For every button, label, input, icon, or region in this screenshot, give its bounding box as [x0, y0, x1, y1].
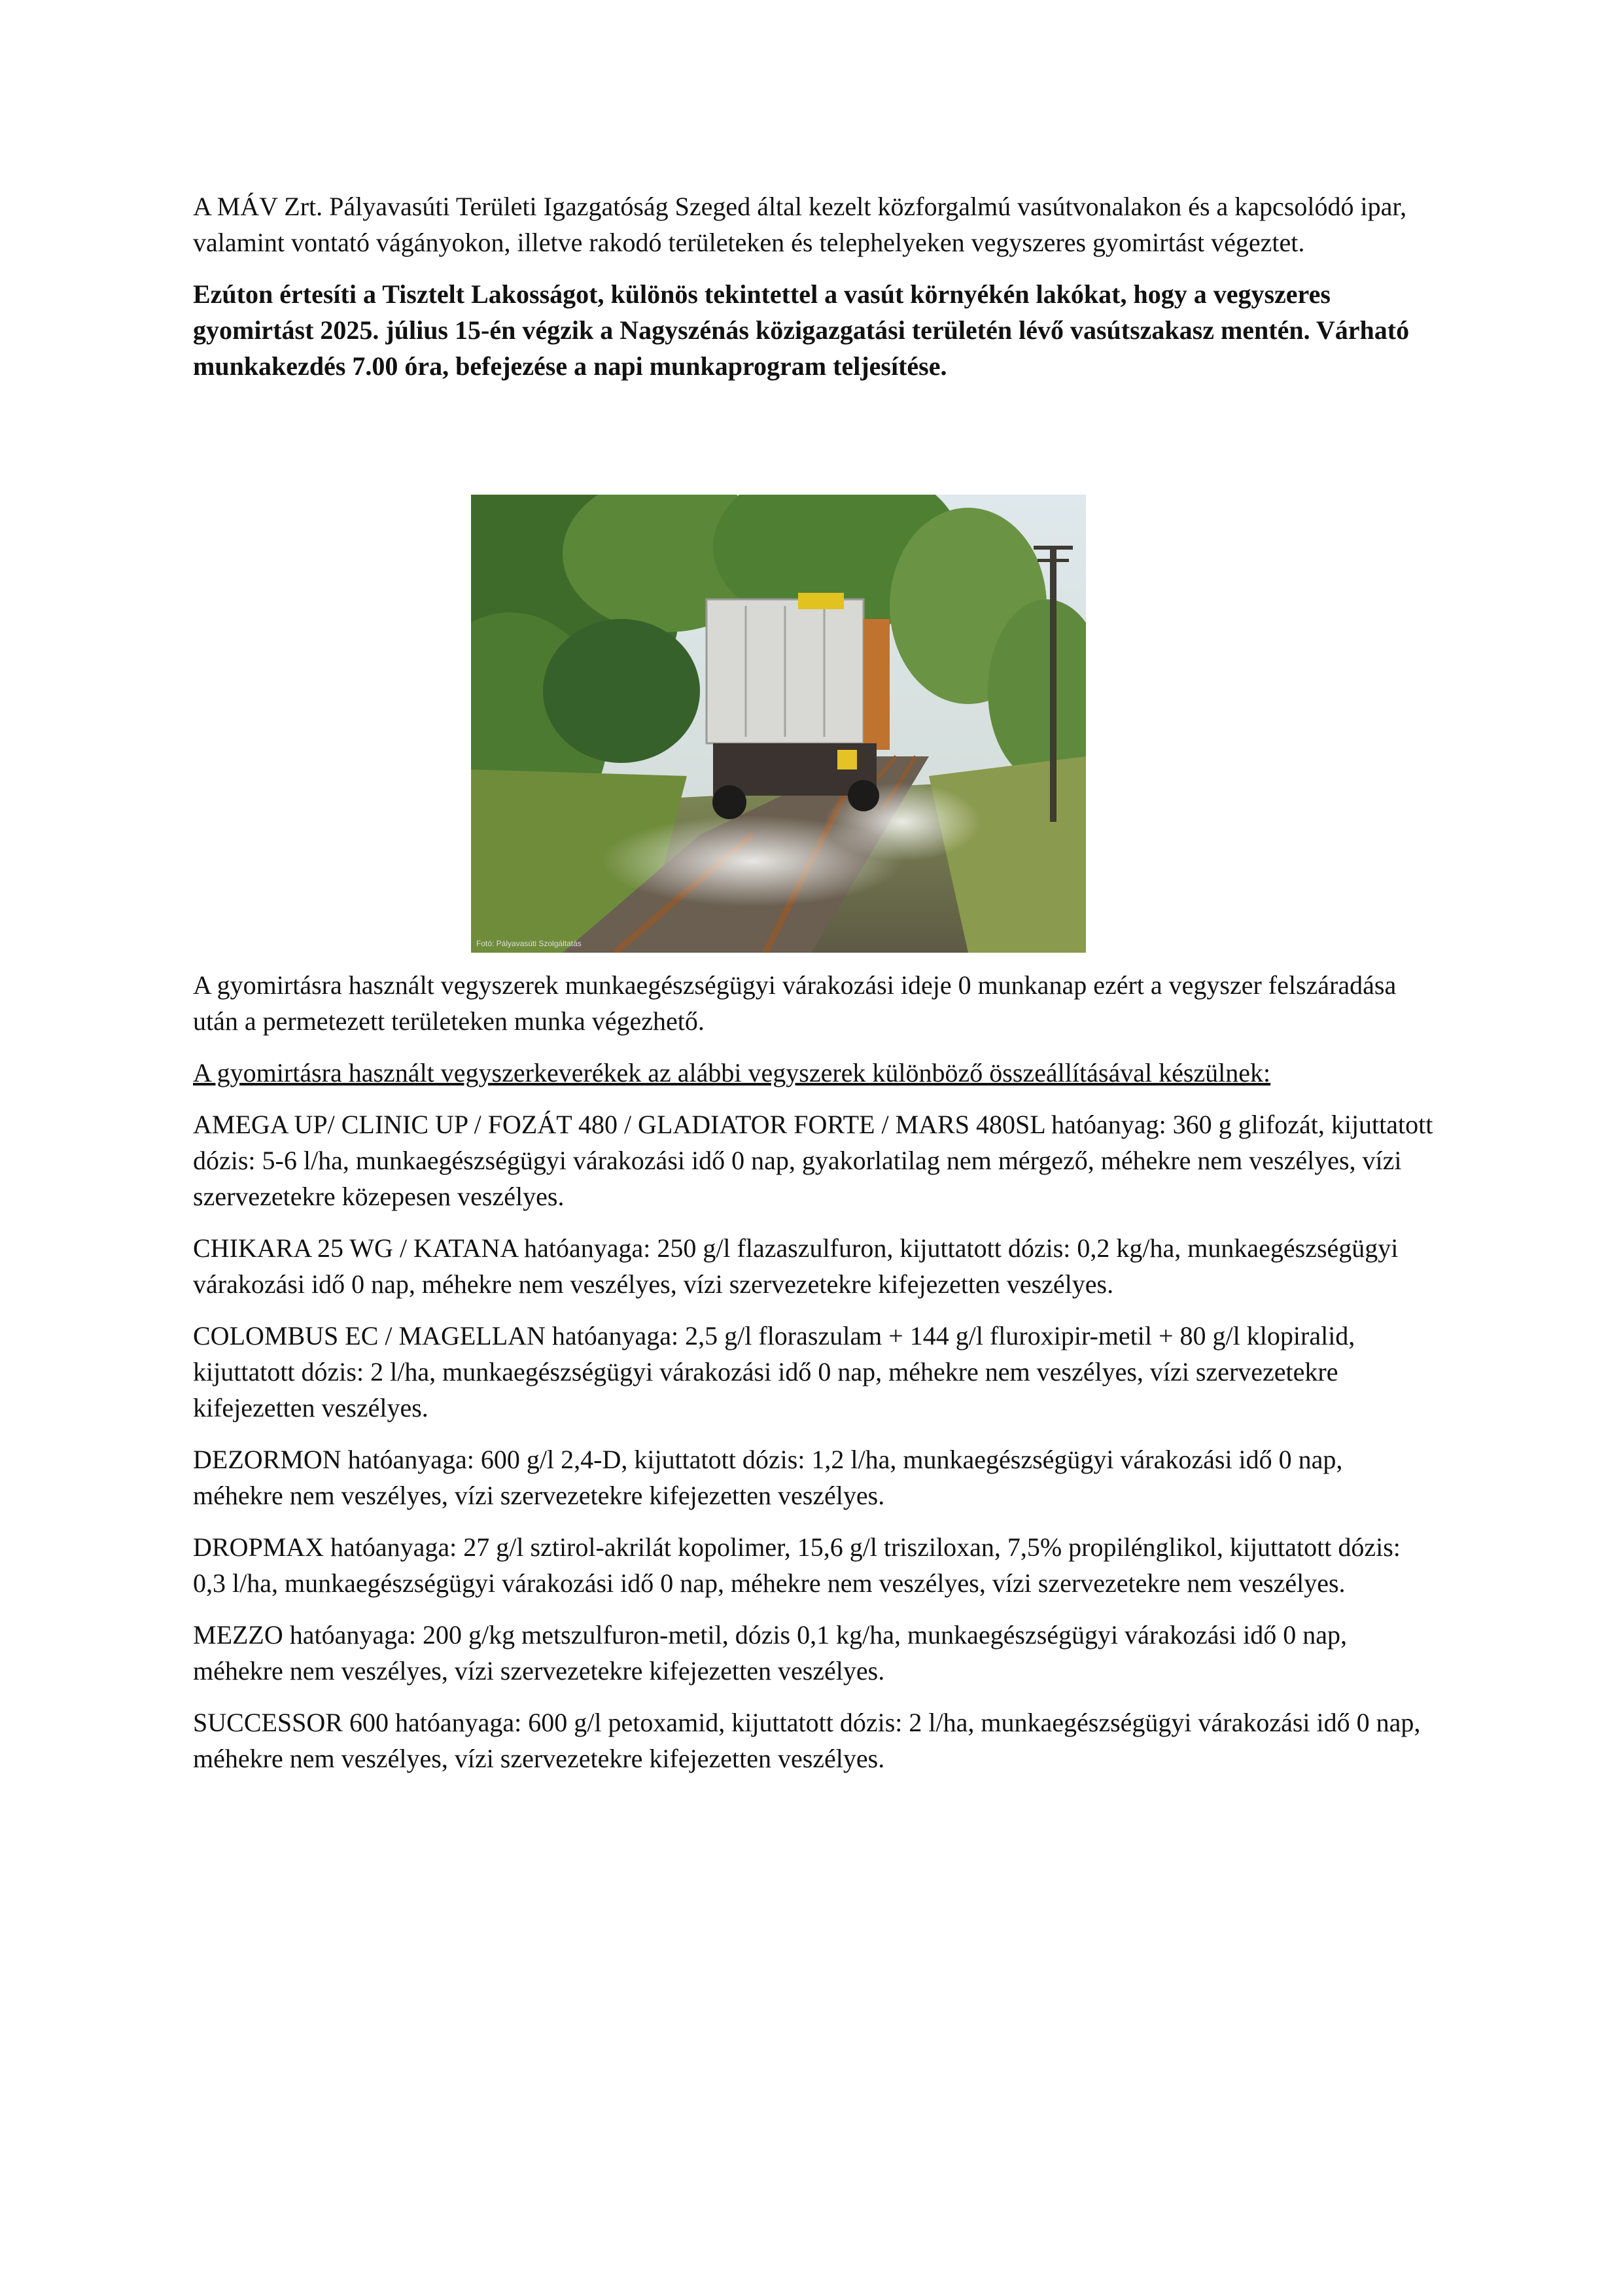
- photo-caption: Fotó: Pályavasúti Szolgáltatás: [476, 939, 582, 948]
- product-amega: AMEGA UP/ CLINIC UP / FOZÁT 480 / GLADIATOR FORTE / MARS 480SL hatóanyag: 360 g glifozát, kijuttatott dózis: 5-6 l/ha, munkaegészségügyi várakozási idő 0 nap, gyakorlatilag nem mérgező, méhekre nem veszélyes, vízi szervezetekre közepesen veszélyes.: [193, 1110, 1433, 1211]
- weed-spraying-train-photo: [471, 495, 1086, 953]
- document-body: [193, 188, 1436, 400]
- list-heading: A gyomirtásra használt vegyszerkeverékek az alábbi vegyszerek különböző összeállításával készülnek:: [193, 1058, 1271, 1087]
- product-dropmax: DROPMAX hatóanyaga: 27 g/l sztirol-akrilát kopolimer, 15,6 g/l trisziloxan, 7,5% propilénglikol, kijuttatott dózis: 0,3 l/ha, munkaegészségügyi várakozási idő 0 nap, méhekre nem veszélyes, vízi szervezetekre nem veszélyes.: [193, 1532, 1401, 1598]
- product-successor: SUCCESSOR 600 hatóanyaga: 600 g/l petoxamid, kijuttatott dózis: 2 l/ha, munkaegészségügyi várakozási idő 0 nap, méhekre nem veszélyes, vízi szervezetekre kifejezetten veszélyes.: [193, 1708, 1421, 1773]
- notice-paragraph: Ezúton értesíti a Tisztelt Lakosságot, különös tekintettel a vasút környékén lakókat, hogy a vegyszeres gyomirtást 2025. július 15-én végzik a Nagyszénás közigazgatási területén lévő vasútszakasz mentén. Várható munkakezdés 7.00 óra, befejezése a napi munkaprogram teljesítése.: [193, 279, 1410, 381]
- product-chikara: CHIKARA 25 WG / KATANA hatóanyaga: 250 g/l flazaszulfuron, kijuttatott dózis: 0,2 kg/ha, munkaegészségügyi várakozási idő 0 nap, méhekre nem veszélyes, vízi szervezetekre kifejezetten veszélyes.: [193, 1233, 1399, 1299]
- intro-paragraph: A MÁV Zrt. Pályavasúti Területi Igazgatóság Szeged által kezelt közforgalmú vasútvonalakon és a kapcsolódó ipar, valamint vontató vágányokon, illetve rakodó területeken és telephelyeken vegyszeres gyomirtást végeztet.: [193, 192, 1407, 257]
- waiting-time-paragraph: A gyomirtásra használt vegyszerek munkaegészségügyi várakozási ideje 0 munkanap ezért a vegyszer felszáradása után a permetezett területeken munka végezhető.: [193, 970, 1397, 1036]
- chemicals-section: [193, 967, 1436, 1792]
- product-mezzo: MEZZO hatóanyaga: 200 g/kg metszulfuron-metil, dózis 0,1 kg/ha, munkaegészségügyi várakozási idő 0 nap, méhekre nem veszélyes, vízi szervezetekre kifejezetten veszélyes.: [193, 1620, 1348, 1686]
- product-colombus: COLOMBUS EC / MAGELLAN hatóanyaga: 2,5 g/l floraszulam + 144 g/l fluroxipir-metil + 80 g/l klopiralid, kijuttatott dózis: 2 l/ha, munkaegészségügyi várakozási idő 0 nap, méhekre nem veszélyes, vízi szervezetekre kifejezetten veszélyes.: [193, 1321, 1355, 1422]
- product-dezormon: DEZORMON hatóanyaga: 600 g/l 2,4-D, kijuttatott dózis: 1,2 l/ha, munkaegészségügyi várakozási idő 0 nap, méhekre nem veszélyes, vízi szervezetekre kifejezetten veszélyes.: [193, 1445, 1343, 1510]
